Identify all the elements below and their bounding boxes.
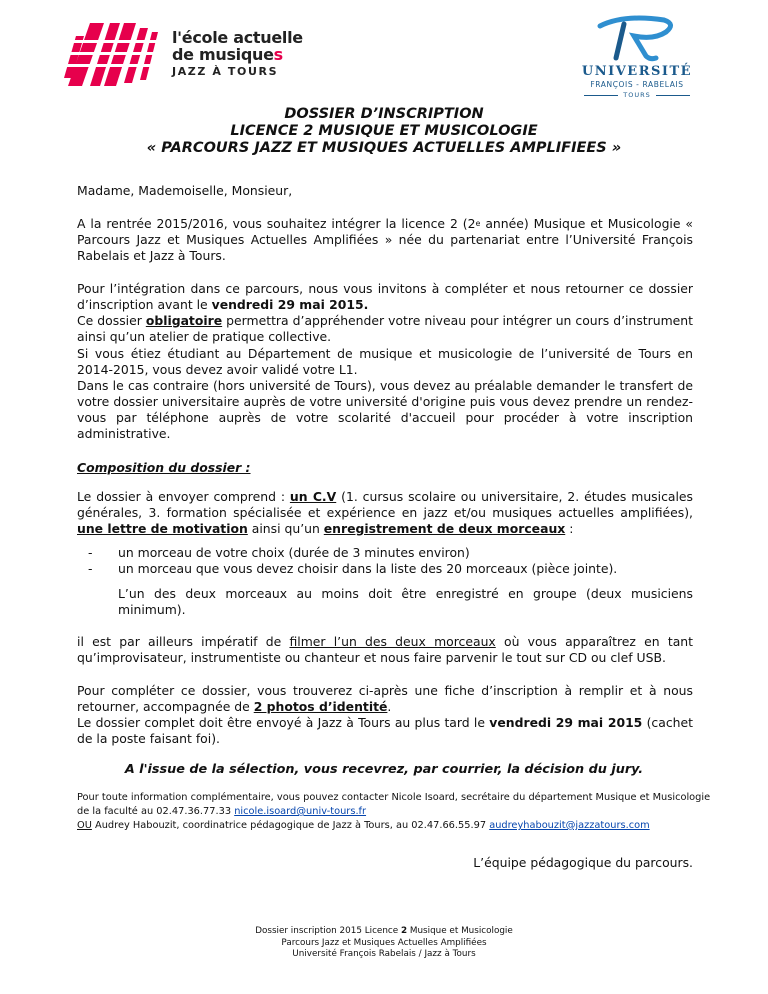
title-line-1: DOSSIER D’INSCRIPTION <box>284 106 484 122</box>
contact-info: Pour toute information complémentaire, vous pouvez contacter Nicole Isoard, secrétaire du département Musique et Musicologie de la faculté au 02.47.36.77.33 nicole.isoard@univ-tours.fr OU Audrey Habouzit, coordinatrice pédagogique de Jazz à Tours, au 02.47.66.55.97 audreyhabouzit@jazzatours.com <box>77 792 711 831</box>
email-link-habouzit[interactable]: audreyhabouzit@jazzatours.com <box>489 820 650 831</box>
university-name: UNIVERSITÉ <box>581 64 693 79</box>
paragraph-video: il est par ailleurs impératif de filmer l’un des deux morceaux où vous apparaîtrez en tant qu’improvisateur, instrumentiste ou chanteur et nous faire parvenir le tout sur CD ou clef USB. <box>77 634 693 665</box>
universite-logo <box>572 12 702 97</box>
document-title <box>60 106 708 157</box>
group-recording-note: L’un des deux morceaux au moins doit être enregistré en groupe (deux musiciens minimum). <box>118 586 693 617</box>
paragraph-intro: A la rentrée 2015/2016, vous souhaitez intégrer la licence 2 (2e année) Musique et Musicologie « Parcours Jazz et Musiques Actuelles Amplifiées » née du partenariat entre l’Université François Rabelais et Jazz à Tours. <box>77 216 693 263</box>
mandatory-text: obligatoire <box>145 313 223 328</box>
paragraph-submission: Pour compléter ce dossier, vous trouverez ci-après une fiche d’inscription à remplir et à nous retourner, accompagnée de 2 photos d’identité. Le dossier complet doit être envoyé à Jazz à Tours au plus tard le vendredi 29 mai 2015 (cachet de la poste faisant foi). <box>77 683 693 746</box>
salutation: Madame, Mademoiselle, Monsieur, <box>77 183 293 198</box>
list-item: - un morceau que vous devez choisir dans la liste des 20 morceaux (pièce jointe). <box>88 561 618 576</box>
ecole-actuelle-logo <box>60 18 303 88</box>
logo-line-3: JAZZ À TOURS <box>172 65 279 78</box>
deadline-text: vendredi 29 mai 2015. <box>211 297 369 312</box>
composition-heading: Composition du dossier : <box>77 460 251 475</box>
logo-line-1: l'école actuelle <box>172 28 303 47</box>
paragraph-composition: Le dossier à envoyer comprend : un C.V (1. cursus scolaire ou universitaire, 2. études musicales générales, 3. formation spécialisée et expérience en jazz et/ou musiques actuelles amplifiées), une lettre de motivation ainsi qu’un enregistrement de deux morceaux : <box>77 489 693 536</box>
university-city: TOURS <box>572 91 702 99</box>
list-item: - un morceau de votre choix (durée de 3 minutes environ) <box>88 545 470 560</box>
university-r-icon <box>594 12 680 62</box>
title-line-3: « PARCOURS JAZZ ET MUSIQUES ACTUELLES AMPLIFIEES » <box>146 140 622 156</box>
page-footer: Dossier inscription 2015 Licence 2 Musique et Musicologie Parcours Jazz et Musiques Actuelles Amplifiées Université François Rabelais / Jazz à Tours <box>255 926 513 959</box>
email-link-isoard[interactable]: nicole.isoard@univ-tours.fr <box>234 806 367 817</box>
paragraph-eligibility: Si vous étiez étudiant au Département de musique et musicologie de l’université de Tours en 2014-2015, vous devez avoir validé votre L1. Dans le cas contraire (hors université de Tours), vous devez au préalable demander le transfert de votre dossier universitaire auprès de votre université d'origine puis vous devez prendre un rendez-vous par téléphone auprès de votre scolarité d'accueil pour procéder à votre inscription administrative. <box>77 346 693 441</box>
university-subtitle: FRANÇOIS - RABELAIS <box>590 80 684 89</box>
title-line-2: LICENCE 2 MUSIQUE ET MUSICOLOGIE <box>230 123 538 139</box>
paragraph-deadline: Pour l’intégration dans ce parcours, nous vous invitons à compléter et nous retourner ce dossier d’inscription avant le vendredi 29 mai 2015. Ce dossier obligatoire permettra d’appréhender votre niveau pour intégrer un cours d’instrument ainsi qu’un atelier de pratique collective. <box>77 281 693 344</box>
logo-line-2: de musiques <box>172 45 283 64</box>
pieces-list <box>88 545 688 577</box>
jury-decision-note: A l'issue de la sélection, vous recevrez, par courrier, la décision du jury. <box>124 762 644 777</box>
signature: L’équipe pédagogique du parcours. <box>473 855 693 870</box>
ecole-logo-graphic-icon <box>60 18 165 88</box>
